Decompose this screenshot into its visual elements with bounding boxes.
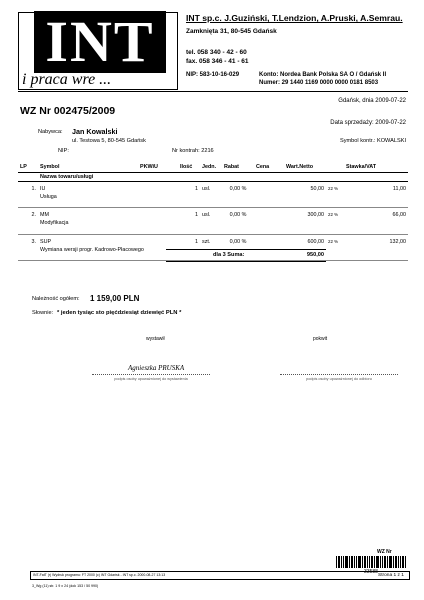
footer-code: 3_Wg (11) str. 1 9 x 24 (dok 153 / 50 990): [32, 584, 99, 588]
barcode-number: 33588: [364, 569, 378, 575]
buyer-label: Nabywca:: [38, 129, 63, 135]
sale-date: Data sprzedaży: 2009-07-22: [330, 120, 406, 126]
footer-doc-label: WZ Nr: [377, 549, 392, 555]
page-number: Strona 1 z 1: [378, 573, 404, 578]
items-table: [18, 163, 408, 261]
total-value: 1 159,00 PLN: [90, 294, 140, 303]
logo-tagline: i praca wre ...: [22, 71, 112, 88]
sum-label: dla 3 Suma:: [213, 252, 245, 258]
col-qty: Ilość: [178, 163, 200, 172]
footer-software-note: INT-FatT (r) Wydruk programu: FT 2000 (c) INT Gdańsk - INT sp.c. 2000-08-27 13:13: [33, 573, 166, 577]
col-lp: LP: [18, 163, 38, 172]
bank-name: Konto: Nordea Bank Polska SA O / Gdańsk II: [259, 72, 387, 78]
buyer-address: ul. Testowa 5, 80-545 Gdańsk: [72, 138, 146, 144]
barcode-icon: [336, 556, 406, 568]
table-row: 2. MM 1 usl. 0,00 % 300,00 $^{22 \%}$ 66,00: [31, 212, 406, 218]
signature-line-right: [280, 374, 398, 375]
buyer-nip-label: NIP:: [58, 148, 69, 154]
sum-divider-top: [166, 249, 326, 250]
col-symbol: Symbol: [38, 163, 138, 172]
table-header-row: [18, 163, 408, 172]
buyer-name: Jan Kowalski: [72, 127, 118, 136]
table-subheader-row: [18, 172, 408, 181]
header-divider: [18, 91, 408, 92]
col-discount: Rabat: [222, 163, 254, 172]
table-row-name: Usługa: [18, 193, 408, 208]
table-row: 1. IU 1 usl. 0,00 % 50,00 $^{22 \%}$ 11,00: [31, 185, 406, 192]
col-item-name: Nazwa towaru/usługi: [38, 172, 408, 181]
issuer-signature: Agnieszka PRUSKA: [128, 364, 185, 372]
col-price: Cena: [254, 163, 284, 172]
table-row-name: Modyfikacja: [18, 219, 408, 234]
buyer-symbol: Symbol kontr.: KOWALSKI: [339, 138, 406, 144]
signature-caption-left: podpis osoby upoważnionej do wystawienia: [114, 377, 188, 381]
col-vat: Stawka/VAT: [344, 163, 408, 172]
signature-line-left: [92, 374, 210, 375]
company-phone: tel. 058 340 - 42 - 60: [186, 49, 247, 56]
received-by-label: pokwit: [313, 336, 328, 342]
col-unit: Jedn.: [200, 163, 222, 172]
company-name: INT sp.c. J.Guziński, T.Lendzion, A.Pruski, A.Semrau.: [186, 13, 403, 23]
company-fax: fax. 058 346 - 41 - 61: [186, 58, 249, 65]
col-pkwiu: PKWiU: [138, 163, 178, 172]
company-nip: NIP: 583-10-16-029: [186, 72, 240, 78]
sum-value: 950,00: [306, 252, 324, 258]
company-address: Zamknięta 31, 80-545 Gdańsk: [186, 28, 277, 35]
signature-caption-right: podpis osoby upoważnionej do odbioru: [306, 377, 372, 381]
company-logo: INT: [34, 11, 166, 73]
bank-account: Numer: 29 1440 1169 0000 0000 0181 8503: [259, 80, 379, 86]
issued-by-label: wystawił: [146, 336, 165, 342]
words-label: Słownie:: [32, 310, 54, 316]
amount-in-words: * jeden tysiąc sto pięćdziesiąt dziewięć PLN *: [57, 310, 182, 316]
place-date: Gdańsk, dnia 2009-07-22: [338, 98, 406, 104]
table-row-name: Wymiana wersji progr. Kadrowo-Płacowego: [18, 246, 408, 261]
document-title: WZ Nr 002475/2009: [20, 105, 116, 117]
sum-divider-bottom: [166, 261, 326, 262]
col-net: Wart.Netto: [284, 163, 344, 172]
table-row: 3. SUP 1 szt. 0,00 % 600,00 $^{22 \%}$ 132,00: [31, 238, 406, 245]
total-label: Należność ogółem:: [32, 296, 80, 302]
buyer-contractor-number: Nr kontrah: 2216: [172, 148, 214, 154]
